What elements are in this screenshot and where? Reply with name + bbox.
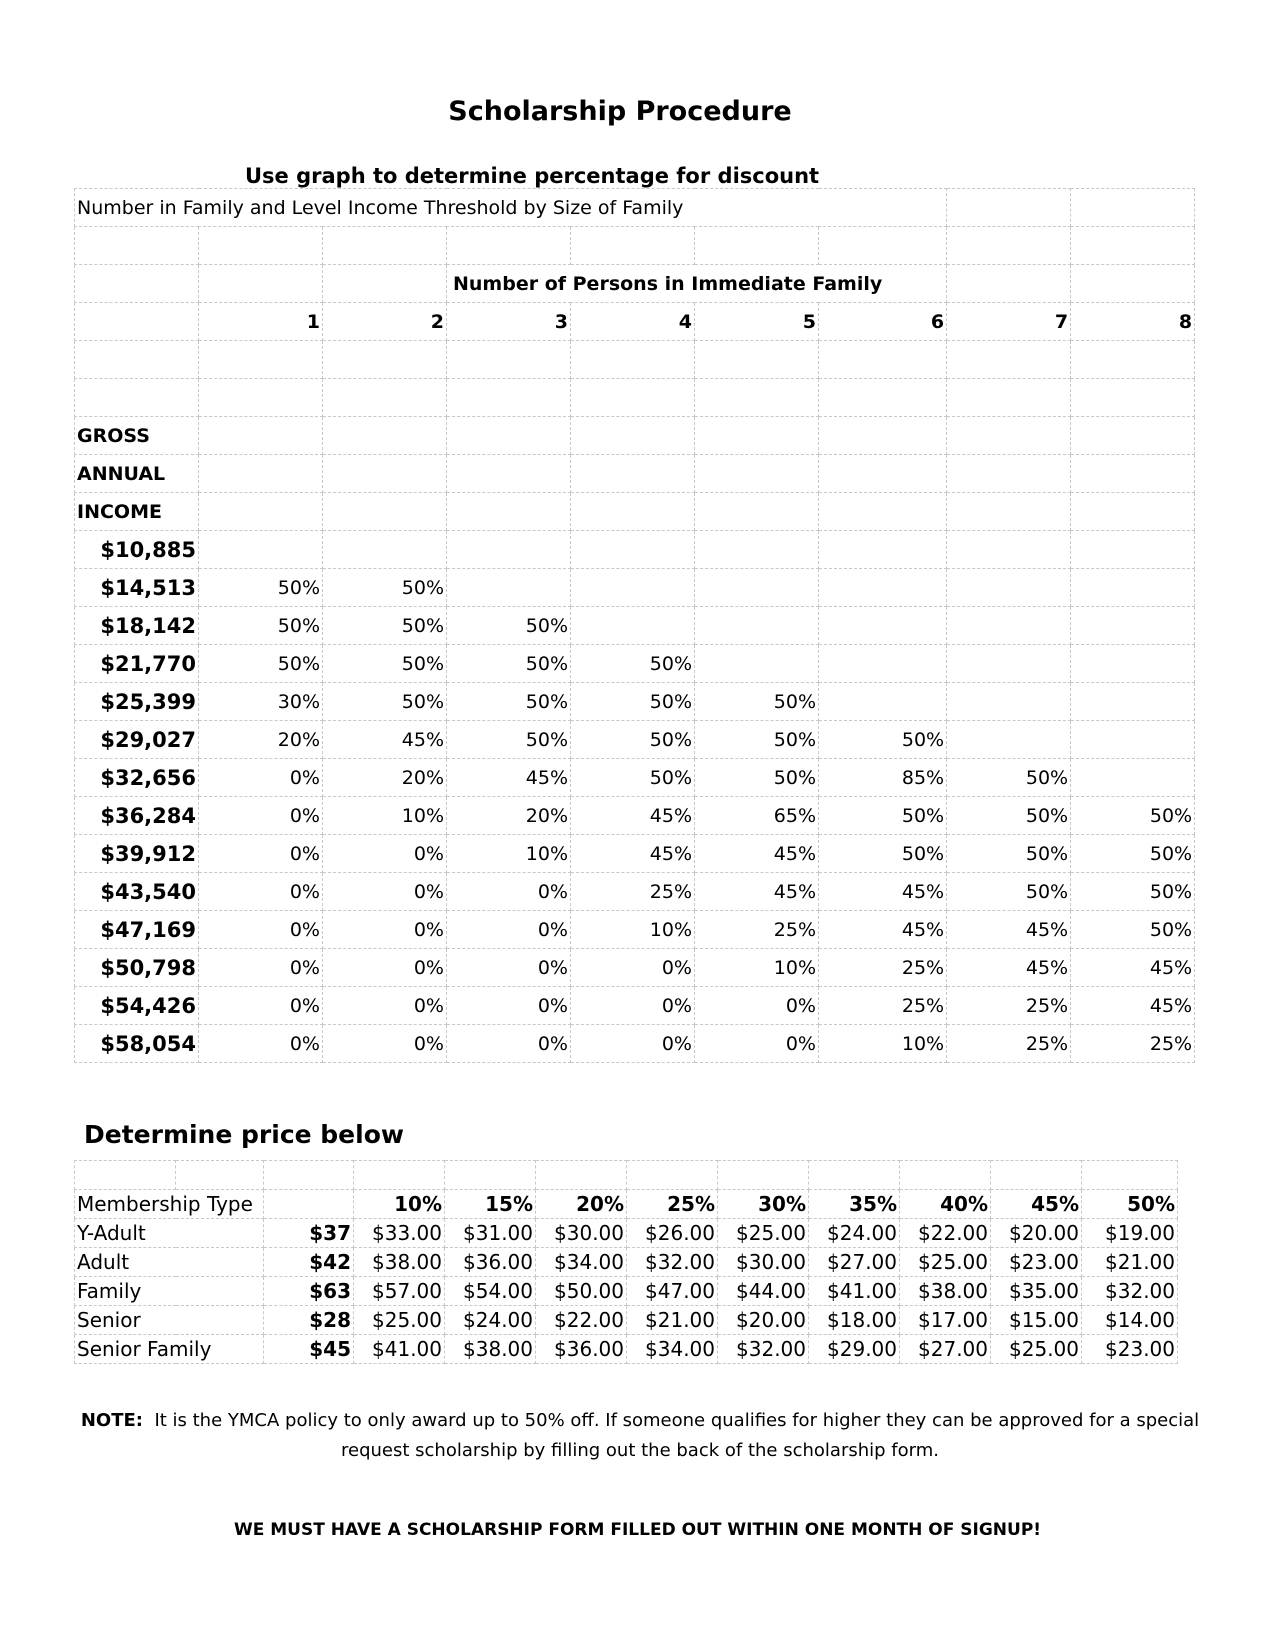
base-price: $28 (264, 1306, 354, 1335)
income-threshold: $14,513 (75, 569, 199, 607)
discount-cell: 50% (1071, 797, 1195, 835)
income-threshold-table (74, 188, 1195, 1063)
income-row (75, 683, 1195, 721)
discount-cell: 50% (447, 721, 571, 759)
income-label-line: GROSS (75, 417, 199, 455)
discount-cell: 0% (199, 835, 323, 873)
discount-header: 50% (1082, 1190, 1178, 1219)
discount-cell: 50% (1071, 873, 1195, 911)
discount-cell (571, 531, 695, 569)
discount-cell (819, 683, 947, 721)
discount-cell: 25% (947, 1025, 1071, 1063)
price-row (75, 1248, 1178, 1277)
income-threshold: $32,656 (75, 759, 199, 797)
discount-cell (1071, 721, 1195, 759)
family-size-2: 2 (323, 303, 447, 341)
discount-cell: 65% (695, 797, 819, 835)
discounted-price: $41.00 (809, 1277, 900, 1306)
base-price: $37 (264, 1219, 354, 1248)
discount-cell: 0% (447, 949, 571, 987)
discount-cell: 45% (571, 797, 695, 835)
income-threshold: $18,142 (75, 607, 199, 645)
discount-cell: 0% (323, 1025, 447, 1063)
income-threshold: $29,027 (75, 721, 199, 759)
discount-cell: 45% (947, 949, 1071, 987)
discounted-price: $29.00 (809, 1335, 900, 1364)
discounted-price: $38.00 (900, 1277, 991, 1306)
discount-cell: 50% (199, 645, 323, 683)
membership-type-header: Membership Type (75, 1190, 264, 1219)
family-size-1: 1 (199, 303, 323, 341)
page-title: Scholarship Procedure (448, 96, 792, 127)
price-row (75, 1277, 1178, 1306)
discounted-price: $27.00 (900, 1335, 991, 1364)
discount-cell (695, 569, 819, 607)
discount-cell: 50% (571, 721, 695, 759)
discount-cell: 0% (447, 1025, 571, 1063)
discount-header: 35% (809, 1190, 900, 1219)
discount-cell (1071, 569, 1195, 607)
discounted-price: $14.00 (1082, 1306, 1178, 1335)
discount-cell: 45% (447, 759, 571, 797)
discount-cell: 10% (447, 835, 571, 873)
note-label: NOTE: (80, 1410, 143, 1431)
membership-price-table (74, 1160, 1178, 1364)
discount-cell: 45% (819, 873, 947, 911)
income-threshold: $21,770 (75, 645, 199, 683)
discounted-price: $32.00 (718, 1335, 809, 1364)
membership-type: Y-Adult (75, 1219, 264, 1248)
discount-cell: 25% (819, 949, 947, 987)
discount-cell (571, 607, 695, 645)
discount-cell (947, 683, 1071, 721)
discount-cell: 45% (571, 835, 695, 873)
discount-cell: 50% (571, 759, 695, 797)
discount-cell: 50% (695, 683, 819, 721)
discount-header: 10% (354, 1190, 445, 1219)
family-size-6: 6 (819, 303, 947, 341)
discount-cell: 45% (1071, 987, 1195, 1025)
discounted-price: $32.00 (1082, 1277, 1178, 1306)
discount-cell: 10% (695, 949, 819, 987)
discounted-price: $25.00 (991, 1335, 1082, 1364)
discount-cell: 0% (695, 1025, 819, 1063)
discount-cell (947, 721, 1071, 759)
discount-cell (947, 531, 1071, 569)
income-threshold: $43,540 (75, 873, 199, 911)
discount-cell: 50% (819, 797, 947, 835)
discount-cell: 50% (323, 645, 447, 683)
discounted-price: $57.00 (354, 1277, 445, 1306)
discount-cell (819, 645, 947, 683)
family-size-5: 5 (695, 303, 819, 341)
income-row (75, 607, 1195, 645)
discount-cell (199, 531, 323, 569)
discount-cell: 0% (447, 873, 571, 911)
note-text: It is the YMCA policy to only award up to 50% off. If someone qualifies for higher they can be approved for a special request scholarship by filling out the back of the scholarship form. (154, 1410, 1200, 1461)
income-label-line: INCOME (75, 493, 199, 531)
discounted-price: $36.00 (536, 1335, 627, 1364)
discounted-price: $22.00 (900, 1219, 991, 1248)
discount-cell: 50% (323, 569, 447, 607)
discount-cell: 0% (695, 987, 819, 1025)
income-row (75, 987, 1195, 1025)
discount-cell: 0% (571, 949, 695, 987)
discount-cell: 0% (323, 949, 447, 987)
discounted-price: $25.00 (354, 1306, 445, 1335)
discounted-price: $27.00 (809, 1248, 900, 1277)
discount-cell (323, 531, 447, 569)
price-heading: Determine price below (84, 1120, 404, 1149)
discounted-price: $26.00 (627, 1219, 718, 1248)
discounted-price: $22.00 (536, 1306, 627, 1335)
discount-cell: 0% (199, 873, 323, 911)
discounted-price: $32.00 (627, 1248, 718, 1277)
discounted-price: $30.00 (536, 1219, 627, 1248)
discount-cell (695, 531, 819, 569)
discount-cell: 20% (447, 797, 571, 835)
discount-cell: 50% (571, 683, 695, 721)
discount-header: 40% (900, 1190, 991, 1219)
base-price: $63 (264, 1277, 354, 1306)
base-price: $45 (264, 1335, 354, 1364)
income-row (75, 759, 1195, 797)
income-threshold: $54,426 (75, 987, 199, 1025)
discount-cell (819, 569, 947, 607)
discount-cell (695, 645, 819, 683)
discount-cell: 0% (199, 911, 323, 949)
discount-cell (1071, 645, 1195, 683)
discounted-price: $38.00 (445, 1335, 536, 1364)
income-threshold: $50,798 (75, 949, 199, 987)
discount-cell: 50% (199, 569, 323, 607)
discount-cell: 85% (819, 759, 947, 797)
discounted-price: $54.00 (445, 1277, 536, 1306)
base-price: $42 (264, 1248, 354, 1277)
discounted-price: $25.00 (718, 1219, 809, 1248)
discount-cell: 45% (1071, 949, 1195, 987)
discount-cell: 0% (199, 987, 323, 1025)
discount-cell: 30% (199, 683, 323, 721)
income-row (75, 911, 1195, 949)
income-threshold: $36,284 (75, 797, 199, 835)
income-row (75, 1025, 1195, 1063)
discount-cell: 50% (199, 607, 323, 645)
discounted-price: $23.00 (1082, 1335, 1178, 1364)
discounted-price: $31.00 (445, 1219, 536, 1248)
income-row (75, 645, 1195, 683)
discount-cell: 0% (199, 1025, 323, 1063)
family-size-3: 3 (447, 303, 571, 341)
discount-cell (695, 607, 819, 645)
discount-cell: 0% (323, 873, 447, 911)
discounted-price: $33.00 (354, 1219, 445, 1248)
discount-cell: 50% (1071, 835, 1195, 873)
discount-cell: 50% (571, 645, 695, 683)
discounted-price: $23.00 (991, 1248, 1082, 1277)
page-subtitle: Use graph to determine percentage for discount (245, 164, 820, 188)
discount-cell: 50% (447, 683, 571, 721)
price-row (75, 1335, 1178, 1364)
discounted-price: $21.00 (627, 1306, 718, 1335)
family-size-7: 7 (947, 303, 1071, 341)
discount-cell: 25% (947, 987, 1071, 1025)
income-threshold: $58,054 (75, 1025, 199, 1063)
discount-cell (1071, 759, 1195, 797)
discount-cell: 10% (571, 911, 695, 949)
discount-cell (947, 645, 1071, 683)
discount-header: 45% (991, 1190, 1082, 1219)
discount-cell: 50% (947, 759, 1071, 797)
income-row (75, 949, 1195, 987)
discounted-price: $36.00 (445, 1248, 536, 1277)
discount-cell: 50% (323, 607, 447, 645)
discounted-price: $21.00 (1082, 1248, 1178, 1277)
discount-cell: 10% (323, 797, 447, 835)
price-row (75, 1306, 1178, 1335)
discount-cell: 45% (819, 911, 947, 949)
discount-cell: 0% (571, 1025, 695, 1063)
discount-cell: 45% (695, 873, 819, 911)
membership-type: Family (75, 1277, 264, 1306)
income-threshold: $47,169 (75, 911, 199, 949)
discounted-price: $47.00 (627, 1277, 718, 1306)
discount-cell: 25% (695, 911, 819, 949)
income-row (75, 835, 1195, 873)
income-row (75, 531, 1195, 569)
discount-header: 20% (536, 1190, 627, 1219)
discounted-price: $18.00 (809, 1306, 900, 1335)
discount-cell: 50% (323, 683, 447, 721)
income-row (75, 721, 1195, 759)
income-row (75, 873, 1195, 911)
discount-cell: 50% (947, 797, 1071, 835)
discount-cell: 50% (947, 835, 1071, 873)
discounted-price: $19.00 (1082, 1219, 1178, 1248)
discounted-price: $24.00 (809, 1219, 900, 1248)
discount-cell (1071, 531, 1195, 569)
discounted-price: $25.00 (900, 1248, 991, 1277)
discounted-price: $24.00 (445, 1306, 536, 1335)
price-row (75, 1219, 1178, 1248)
discount-header: 30% (718, 1190, 809, 1219)
discount-cell: 45% (323, 721, 447, 759)
discount-cell: 0% (447, 911, 571, 949)
income-row (75, 797, 1195, 835)
discount-cell: 0% (199, 797, 323, 835)
discount-cell: 50% (447, 645, 571, 683)
discount-cell: 0% (447, 987, 571, 1025)
discount-cell: 0% (199, 759, 323, 797)
membership-type: Senior (75, 1306, 264, 1335)
family-size-header: Number of Persons in Immediate Family (447, 265, 947, 303)
discount-cell (447, 531, 571, 569)
discount-cell: 45% (695, 835, 819, 873)
income-table-caption: Number in Family and Level Income Threshold by Size of Family (75, 189, 947, 227)
discounted-price: $44.00 (718, 1277, 809, 1306)
discount-cell (447, 569, 571, 607)
discounted-price: $35.00 (991, 1277, 1082, 1306)
discount-cell: 0% (199, 949, 323, 987)
discounted-price: $20.00 (718, 1306, 809, 1335)
footer-warning: WE MUST HAVE A SCHOLARSHIP FORM FILLED OUT WITHIN ONE MONTH OF SIGNUP! (233, 1520, 1042, 1540)
discount-cell: 20% (199, 721, 323, 759)
policy-note (80, 1406, 1200, 1466)
discount-cell (1071, 683, 1195, 721)
family-size-4: 4 (571, 303, 695, 341)
income-label-line: ANNUAL (75, 455, 199, 493)
discounted-price: $34.00 (536, 1248, 627, 1277)
discount-cell: 50% (695, 721, 819, 759)
discounted-price: $50.00 (536, 1277, 627, 1306)
discounted-price: $30.00 (718, 1248, 809, 1277)
discount-cell: 50% (1071, 911, 1195, 949)
discount-cell (947, 607, 1071, 645)
discount-cell: 45% (947, 911, 1071, 949)
discount-cell (571, 569, 695, 607)
income-row (75, 569, 1195, 607)
discount-cell: 50% (819, 721, 947, 759)
discount-cell: 25% (1071, 1025, 1195, 1063)
discount-cell: 0% (323, 835, 447, 873)
discounted-price: $20.00 (991, 1219, 1082, 1248)
income-threshold: $10,885 (75, 531, 199, 569)
discount-cell: 0% (323, 987, 447, 1025)
discounted-price: $41.00 (354, 1335, 445, 1364)
discount-cell: 20% (323, 759, 447, 797)
discount-cell: 10% (819, 1025, 947, 1063)
discounted-price: $15.00 (991, 1306, 1082, 1335)
discount-cell: 50% (447, 607, 571, 645)
discount-cell: 0% (323, 911, 447, 949)
discount-cell (1071, 607, 1195, 645)
discounted-price: $17.00 (900, 1306, 991, 1335)
discount-cell: 25% (571, 873, 695, 911)
discount-cell: 50% (947, 873, 1071, 911)
discount-header: 25% (627, 1190, 718, 1219)
discount-cell: 50% (695, 759, 819, 797)
discount-cell (947, 569, 1071, 607)
family-size-8: 8 (1071, 303, 1195, 341)
discount-cell: 50% (819, 835, 947, 873)
membership-type: Senior Family (75, 1335, 264, 1364)
membership-type: Adult (75, 1248, 264, 1277)
discount-cell (819, 607, 947, 645)
income-threshold: $25,399 (75, 683, 199, 721)
discount-cell: 0% (571, 987, 695, 1025)
income-threshold: $39,912 (75, 835, 199, 873)
discounted-price: $38.00 (354, 1248, 445, 1277)
discount-cell: 25% (819, 987, 947, 1025)
discounted-price: $34.00 (627, 1335, 718, 1364)
discount-header: 15% (445, 1190, 536, 1219)
discount-cell (819, 531, 947, 569)
